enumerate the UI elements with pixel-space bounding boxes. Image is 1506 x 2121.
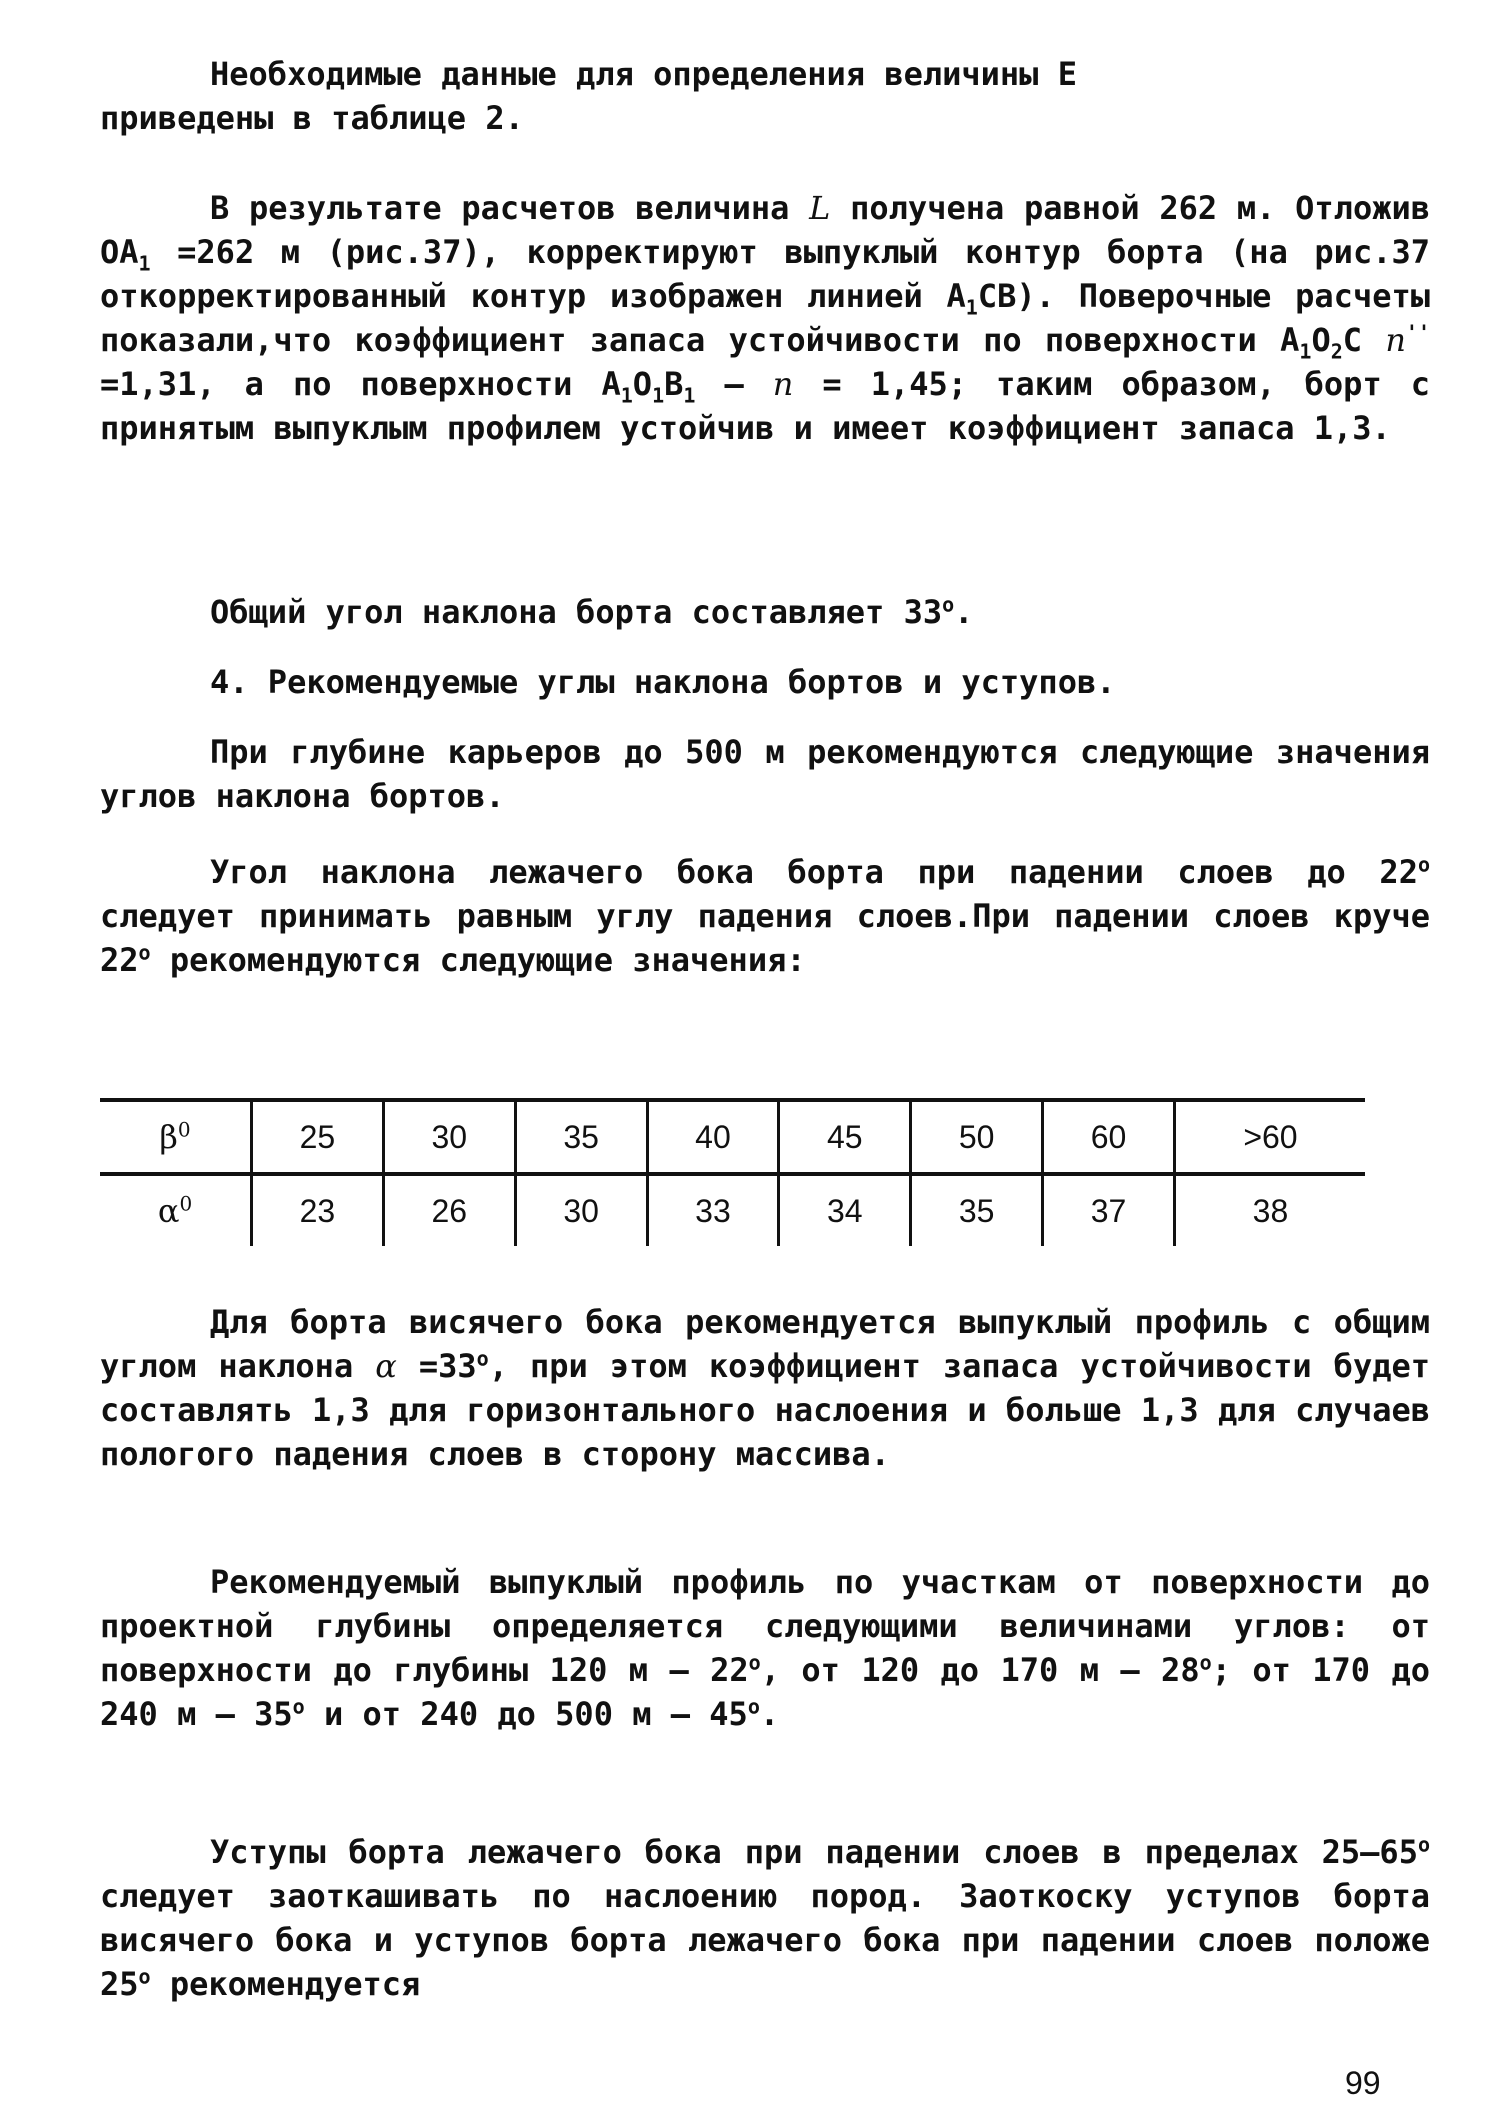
text: приведены в таблице 2. [100, 99, 524, 137]
row-header-beta: $\beta^0$ [100, 1100, 252, 1174]
paragraph-calculation-results: В результате расчетов величина L получена равной 262 м. Отложив $OA_1 =262$ м (рис.37), корректируют выпуклый контур борта (на рис.37 откорректированный контур изображен линией $A_1CB$). Поверочные расчеты показали,что коэффициент запаса устойчивости по поверхности $A_1O_2C$ n'' =1,31, а по поверхности $A_1O_1B_1 - n = 1,45$; таким образом, борт с принятым выпуклым профилем устойчив и имеет коэффициент запаса 1,3. [100, 189, 1431, 447]
paragraph-hanging-wall: Для борта висячего бока рекомендуется выпуклый профиль с общим углом наклона $\alpha =33^o$, при этом коэффициент запаса устойчивости будет составлять 1,3 для горизонтального наслоения и больше 1,3 для случаев пологого падения слоев в сторону массива. [100, 1303, 1431, 1473]
table-cell: 23 [252, 1174, 384, 1246]
table-cell: 38 [1174, 1174, 1365, 1246]
paragraph-benches: Уступы борта лежачего бока при падении слоев в пределах 25–65$^o$ следует заоткашивать по наслоению пород. Заоткоску уступов борта висячего бока и уступов борта лежачего бока при падении слоев положе 25$^o$ рекомендуется [100, 1832, 1430, 2003]
table-cell: >60 [1174, 1100, 1365, 1174]
table-row-alpha [100, 1174, 1365, 1246]
table-cell: 40 [647, 1100, 779, 1174]
table-cell: 35 [911, 1174, 1043, 1246]
table-cell: 37 [1043, 1174, 1175, 1246]
paragraph-table-reference [100, 52, 1430, 140]
section-heading-4: 4. Рекомендуемые углы наклона бортов и уступов. [210, 663, 1116, 701]
table-cell: 35 [515, 1100, 647, 1174]
paragraph-convex-profile: Рекомендуемый выпуклый профиль по участкам от поверхности до проектной глубины определяется следующими величинами углов: от поверхности до глубины 120 м – 22$^o$, от 120 до 170 м – 28$^o$; от 170 до 240 м – 35$^o$ и от 240 до 500 м – 45$^o$. [100, 1563, 1431, 1733]
table-cell: 33 [647, 1174, 779, 1246]
table-cell: 25 [252, 1100, 384, 1174]
text: Необходимые данные для определения величины E [210, 55, 1077, 93]
table-cell: 50 [911, 1100, 1043, 1174]
table-cell: 30 [515, 1174, 647, 1246]
paragraph-depth-recommendation: При глубине карьеров до 500 м рекомендуются следующие значения углов наклона бортов. [100, 733, 1430, 815]
page-number: 99 [1345, 2065, 1381, 2101]
table-cell: 30 [383, 1100, 515, 1174]
paragraph-overall-angle: Общий угол наклона борта составляет 33$^o$. [210, 592, 974, 631]
table-row-beta [100, 1100, 1365, 1174]
table-cell: 45 [779, 1100, 911, 1174]
table-cell: 60 [1043, 1100, 1175, 1174]
row-header-alpha: $\alpha^0$ [157, 1191, 193, 1230]
paragraph-footwall-angle: Угол наклона лежачего бока борта при падении слоев до 22$^o$ следует принимать равным углу падения слоев.При падении слоев круче 22$^o$ рекомендуются следующие значения: [100, 852, 1431, 979]
table-cell: 34 [779, 1174, 911, 1246]
angle-table [100, 1098, 1365, 1246]
table-cell: 26 [383, 1174, 515, 1246]
